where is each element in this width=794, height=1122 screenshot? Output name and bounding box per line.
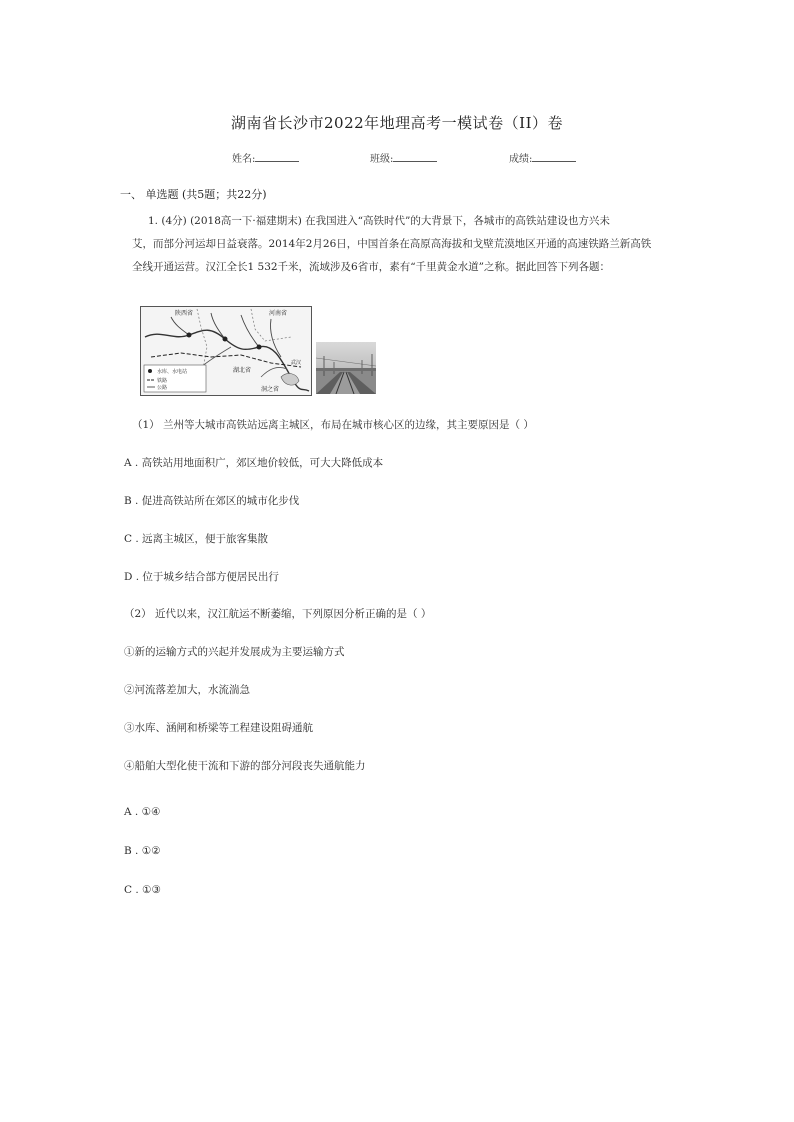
- map-label-lake: 洞之省: [261, 386, 280, 393]
- sub2-statement-3: ③水库、涵闸和桥梁等工程建设阻碍通航: [124, 722, 313, 734]
- score-blank[interactable]: [532, 152, 576, 162]
- hanjiang-map-figure: [140, 306, 312, 396]
- name-field[interactable]: [232, 150, 299, 165]
- sub1-option-a[interactable]: A . 高铁站用地面积广，郊区地价较低，可大大降低成本: [124, 457, 384, 469]
- name-blank[interactable]: [255, 152, 299, 162]
- sub2-prompt: （2） 近代以来，汉江航运不断萎缩，下列原因分析正确的是（ ）: [124, 608, 432, 620]
- legend-water-label: 水库、水电站: [157, 369, 188, 375]
- class-blank[interactable]: [393, 152, 437, 162]
- question1-stem-line3: 全线开通运营。汉江全长1 532千米，流域涉及6省市，素有“千里黄金水道”之称。据此回答下列各题：: [132, 261, 610, 273]
- section-heading: 一、 单选题 (共5题；共22分): [120, 188, 267, 201]
- sub1-option-d[interactable]: D . 位于城乡结合部方便居民出行: [124, 571, 279, 583]
- sub1-option-b[interactable]: B . 促进高铁站所在郊区的城市化步伐: [124, 495, 300, 507]
- sub2-option-a[interactable]: A . ①④: [124, 806, 161, 818]
- question1-stem-line2: 艾，而部分河运却日益衰落。2014年2月26日，中国首条在高原高海拔和戈壁荒漠地区开通的高速铁路兰新高铁: [132, 238, 652, 250]
- railway-photo-drawing: [316, 342, 376, 394]
- sub2-option-c[interactable]: C . ①③: [124, 884, 161, 896]
- name-label: 姓名:: [232, 154, 256, 165]
- question1-stem-line1: 1. (4分) (2018高一下·福建期末) 在我国进入“高铁时代”的大背景下，各城市的高铁站建设也方兴未: [148, 215, 610, 227]
- class-label: 班级:: [370, 154, 394, 165]
- sub2-statement-1: ①新的运输方式的兴起并发展成为主要运输方式: [124, 646, 345, 658]
- sub2-statement-2: ②河流落差加大，水流湍急: [124, 684, 250, 696]
- score-label: 成绩:: [509, 154, 533, 165]
- score-field[interactable]: [509, 150, 576, 165]
- sub1-option-c[interactable]: C . 远离主城区，便于旅客集散: [124, 533, 269, 545]
- map-label-shaanxi: 陕西省: [175, 310, 194, 317]
- legend-rail-label: 铁路: [157, 378, 168, 384]
- map-label-city: 武汉: [291, 360, 302, 366]
- page-title: 湖南省长沙市2022年地理高考一模试卷（II）卷: [230, 114, 564, 132]
- class-field[interactable]: [370, 150, 437, 165]
- legend-road-label: 公路: [157, 385, 168, 391]
- sub2-option-b[interactable]: B . ①②: [124, 845, 161, 857]
- map-label-henan: 河南省: [269, 310, 288, 317]
- sub1-prompt: （1） 兰州等大城市高铁站远离主城区，布局在城市核心区的边缘，其主要原因是（ ）: [132, 419, 534, 431]
- railway-photo: [316, 342, 376, 394]
- sub2-statement-4: ④船舶大型化使干流和下游的部分河段丧失通航能力: [124, 760, 366, 772]
- map-label-hubei: 湖北省: [233, 367, 252, 374]
